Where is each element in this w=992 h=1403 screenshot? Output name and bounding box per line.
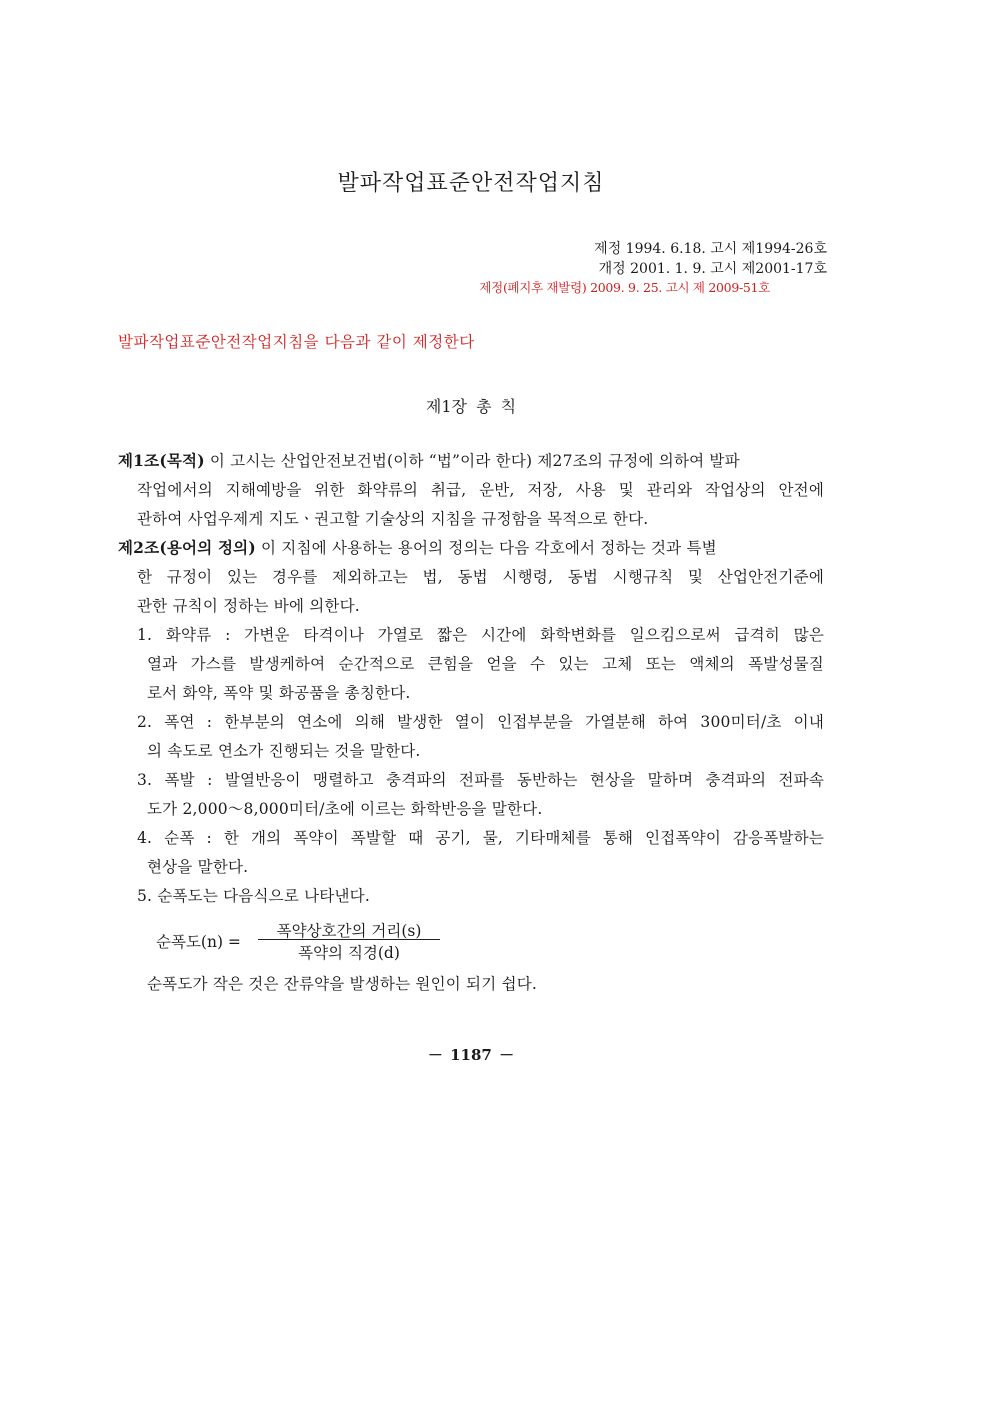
history-reenactment: 제정(폐지후 재발령) 2009. 9. 25. 고시 제 2009-51호	[479, 280, 770, 295]
history-amendment: 개정 2001. 1. 9. 고시 제2001-17호	[598, 261, 827, 277]
article-1-line-3: 관하여 사업우제게 지도ㆍ권고할 기술상의 지침을 규정함을 목적으로 한다.	[137, 510, 649, 528]
enactment-statement: 발파작업표준안전작업지침을 다음과 같이 제정한다	[118, 333, 475, 351]
item-4-line-1: 4. 순폭 : 한 개의 폭약이 폭발할 때 공기, 물, 기타매체를 통해 인접폭약이 감응폭발하는	[137, 829, 824, 847]
article-1-text-1: 이 고시는 산업안전보건법(이하 “법”이라 한다) 제27조의 규정에 의하여 발파	[204, 452, 740, 470]
article-2-heading: 제2조(용어의 정의)	[118, 538, 256, 557]
article-1-line-2: 작업에서의 지해예방을 위한 화약류의 취급, 운반, 저장, 사용 및 관리와 작업상의 안전에	[137, 481, 824, 499]
formula-lhs: 순폭도(n) =	[156, 933, 241, 951]
article-2-line-3: 관한 규칙이 정하는 바에 의한다.	[137, 597, 360, 615]
item-2-line-2: 의 속도로 연소가 진행되는 것을 말한다.	[147, 742, 421, 760]
chapter-heading: 제1장 총 칙	[425, 397, 517, 416]
article-2-line-2: 한 규정이 있는 경우를 제외하고는 법, 동법 시행령, 동법 시행규칙 및 산업안전기준에	[137, 568, 824, 586]
item-1-line-3: 로서 화약, 폭약 및 화공품을 총칭한다.	[147, 684, 411, 702]
formula-fraction-bar	[258, 939, 440, 940]
item-1-line-2: 열과 가스를 발생케하여 순간적으로 큰힘을 얻을 수 있는 고체 또는 액체의 폭발성물질	[147, 655, 824, 673]
article-2-line-1	[118, 538, 717, 558]
article-2-text-1: 이 지침에 사용하는 용어의 정의는 다음 각호에서 정하는 것과 특별	[255, 539, 717, 557]
closing-sentence: 순폭도가 작은 것은 잔류약을 발생하는 원인이 되기 쉽다.	[147, 975, 537, 993]
history-enactment: 제정 1994. 6.18. 고시 제1994-26호	[594, 241, 827, 257]
article-1-heading: 제1조(목적)	[118, 451, 205, 470]
formula-numerator: 폭약상호간의 거리(s)	[276, 922, 422, 940]
document-title: 발파작업표준안전작업지침	[337, 171, 605, 196]
item-3-line-1: 3. 폭발 : 발열반응이 맹렬하고 충격파의 전파를 동반하는 현상을 말하며 충격파의 전파속	[137, 771, 824, 789]
item-3-line-2: 도가 2,000～8,000미터/초에 이르는 화학반응을 말한다.	[147, 800, 543, 818]
item-2-line-1: 2. 폭연 : 한부분의 연소에 의해 발생한 열이 인접부분을 가열분해 하여 300미터/초 이내	[137, 713, 824, 731]
item-4-line-2: 현상을 말한다.	[147, 858, 249, 876]
page-number: － 1187 －	[427, 1046, 515, 1064]
formula-denominator: 폭약의 직경(d)	[298, 944, 400, 962]
article-1-line-1	[118, 451, 740, 471]
item-5-line-1: 5. 순폭도는 다음식으로 나타낸다.	[137, 887, 370, 905]
item-1-line-1: 1. 화약류 : 가변운 타격이나 가열로 짧은 시간에 화학변화를 일으킴으로써 급격히 많은	[137, 626, 824, 644]
